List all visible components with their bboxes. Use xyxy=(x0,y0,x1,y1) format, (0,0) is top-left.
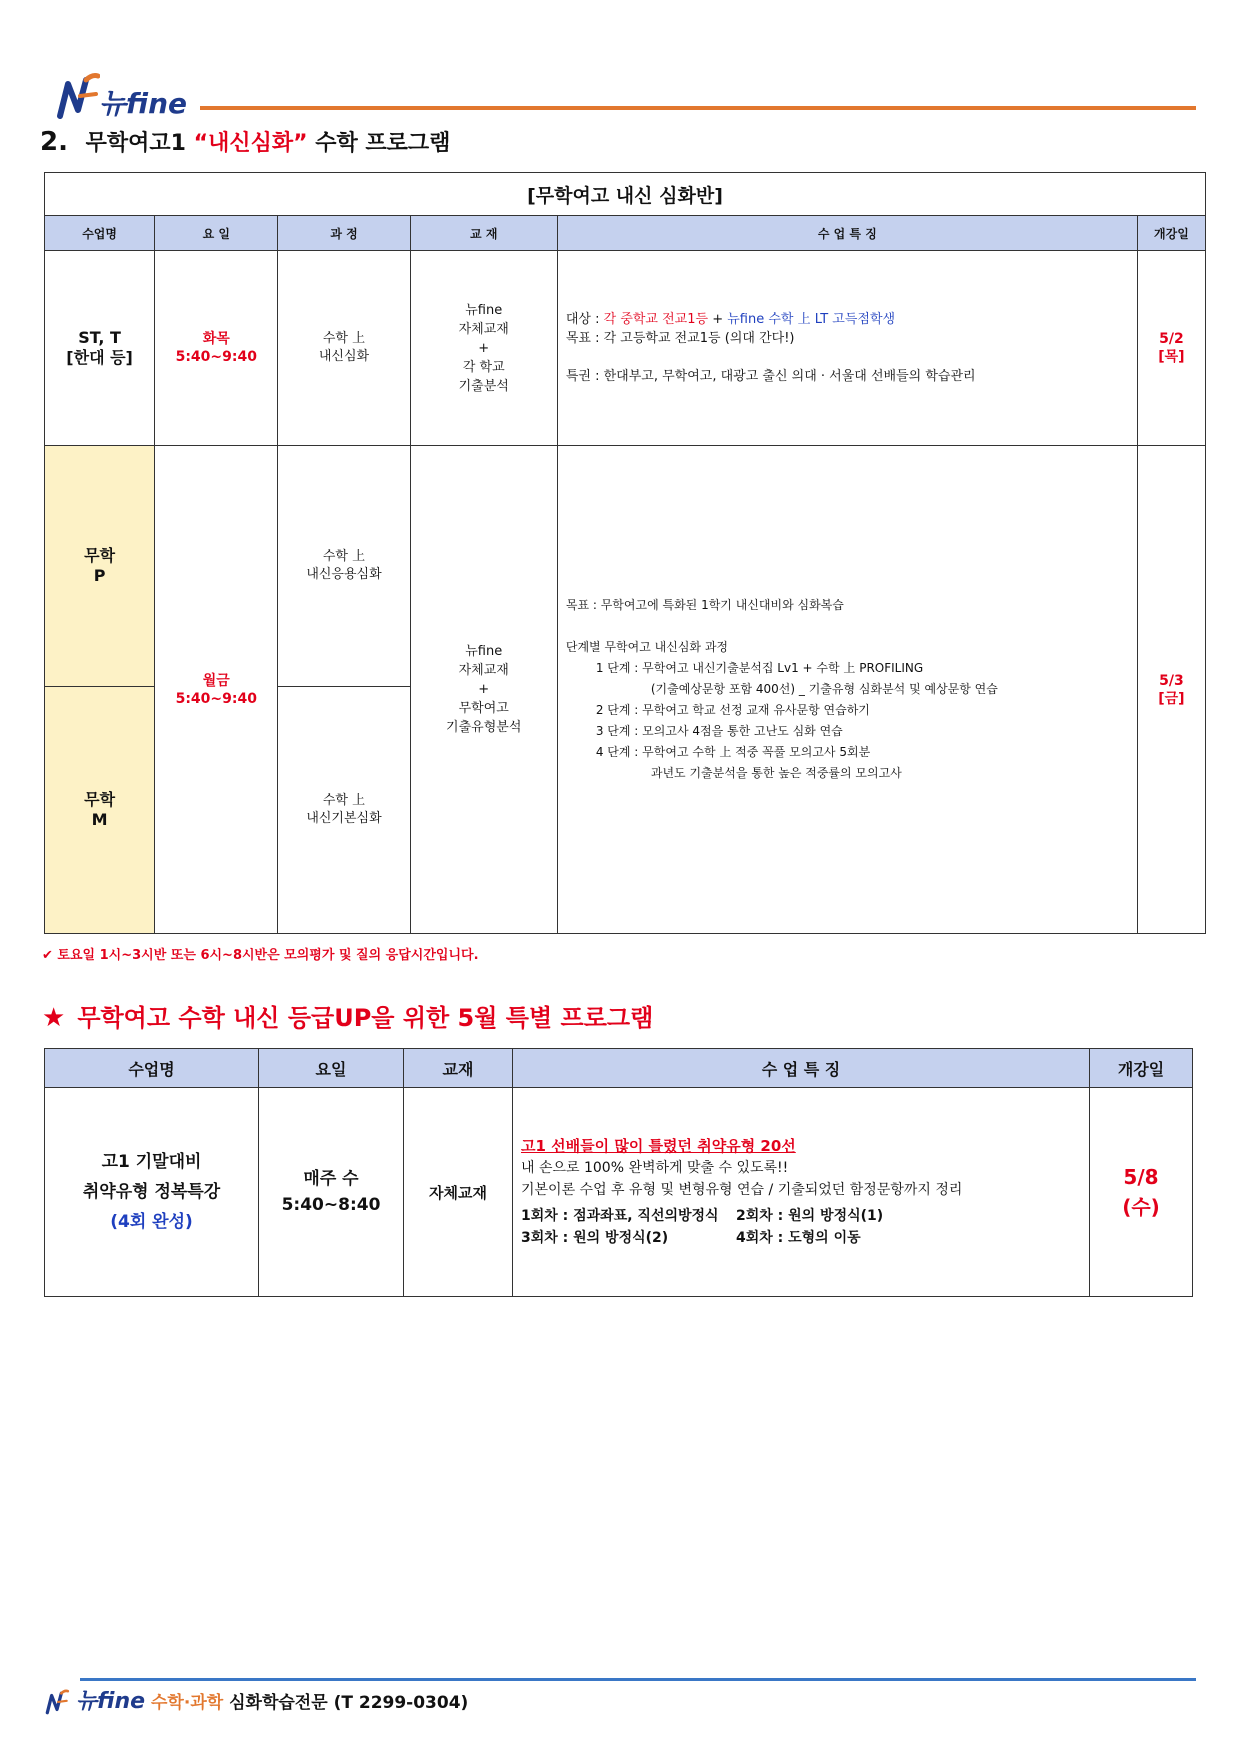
book-line: + xyxy=(478,340,490,356)
class-name: 무학 xyxy=(84,546,116,565)
open-date: 5/2 xyxy=(1159,331,1184,347)
book-line: 기출유형분석 xyxy=(446,720,522,735)
footer-divider xyxy=(80,1678,1196,1681)
open-date-cell xyxy=(1137,446,1205,934)
saturday-note: ✔ 토요일 1시~3시반 또는 6시~8시반은 모의평가 및 질의 응답시간입니다. xyxy=(42,948,479,963)
open-weekday: [목] xyxy=(1158,349,1185,365)
class-name-sub: P xyxy=(93,566,106,585)
day-cell xyxy=(155,446,278,934)
col-header: 수 업 특 징 xyxy=(513,1049,1090,1088)
col-header: 수업명 xyxy=(45,216,155,251)
day: 월금 xyxy=(202,672,230,689)
book-cell xyxy=(410,251,557,446)
course-cell xyxy=(278,446,410,687)
footer xyxy=(44,1684,468,1717)
section-number: 2. xyxy=(40,127,68,157)
feature-plus: + xyxy=(708,312,728,327)
open-weekday: (수) xyxy=(1122,1195,1160,1219)
session-row xyxy=(521,1205,1089,1227)
open-date-cell xyxy=(1137,251,1205,446)
feature-stage: 2 단계 : 무학여고 학교 선정 교재 유사문항 연습하기 xyxy=(595,703,870,717)
table-caption: [무학여고 내신 심화반] xyxy=(45,173,1206,216)
time: 5:40~8:40 xyxy=(281,1195,381,1215)
section-title xyxy=(40,126,450,157)
day-cell xyxy=(155,251,278,446)
book-line: 각 학교 xyxy=(462,359,505,375)
feature-cell xyxy=(513,1088,1090,1297)
special-title-text: 무학여고 수학 내신 등급UP을 위한 5월 특별 프로그램 xyxy=(77,1004,654,1032)
class-name-cell xyxy=(45,251,155,446)
book-line: 자체교재 xyxy=(458,321,509,337)
footer-dot: · xyxy=(183,1693,191,1713)
feature-red: 각 중학교 전교1등 xyxy=(603,312,709,327)
course-sub: 내신기본심화 xyxy=(306,811,382,826)
brand-logo xyxy=(56,72,206,128)
col-header: 수업명 xyxy=(45,1049,259,1088)
feature-title: 고1 선배들이 많이 틀렸던 취약유형 20선 xyxy=(521,1137,796,1155)
feature-label: 대상 : xyxy=(565,312,604,327)
feature-cell xyxy=(557,446,1137,934)
course-cell xyxy=(278,687,410,934)
class-sessions: (4회 완성) xyxy=(110,1212,193,1232)
feature-line: 기본이론 수업 후 유형 및 변형유형 연습 / 기출되었던 함정문항까지 정리 xyxy=(521,1182,963,1198)
table-row xyxy=(45,446,1206,687)
section-title-post: 수학 프로그램 xyxy=(315,131,451,156)
class-name-cell xyxy=(45,446,155,687)
section-title-highlight: “내신심화” xyxy=(193,131,308,156)
class-name-sub: M xyxy=(91,810,108,829)
table-row xyxy=(45,1088,1193,1297)
course-cell xyxy=(278,251,410,446)
course: 수학 上 xyxy=(322,793,366,808)
day: 매주 수 xyxy=(303,1169,359,1189)
star-icon: ★ xyxy=(42,1003,66,1033)
class-name-sub: 취약유형 정복특강 xyxy=(82,1182,221,1202)
course-sub: 내신심화 xyxy=(318,349,370,364)
nf-logo-icon xyxy=(44,1689,70,1717)
feature-line: 내 손으로 100% 완벽하게 맞출 수 있도록!! xyxy=(521,1160,789,1176)
col-header: 개강일 xyxy=(1137,216,1205,251)
feature-blue: 뉴fine 수학 上 LT 고득점학생 xyxy=(727,312,896,327)
footer-logo: 뉴fine xyxy=(75,1689,146,1714)
special-program-table xyxy=(44,1048,1193,1297)
col-header: 교 재 xyxy=(410,216,557,251)
book-cell xyxy=(410,446,557,934)
time: 5:40~9:40 xyxy=(175,349,257,365)
feature-target xyxy=(566,310,1137,329)
col-header: 요일 xyxy=(259,1049,404,1088)
header-divider xyxy=(200,106,1196,110)
day: 화목 xyxy=(202,331,230,347)
open-date-cell xyxy=(1090,1088,1193,1297)
session-item: 2회차 : 원의 방정식(1) xyxy=(736,1208,884,1224)
feature-stage: 1 단계 : 무학여고 내신기출분석집 Lv1 + 수학 上 PROFILING xyxy=(595,661,924,675)
feature-stage-detail: 과년도 기출분석을 통한 높은 적중률의 모의고사 xyxy=(650,766,902,780)
footer-subject: 과학 xyxy=(190,1693,224,1713)
book-line: 무학여고 xyxy=(458,701,509,716)
session-item: 1회차 : 점과좌표, 직선의방정식 xyxy=(521,1208,719,1224)
logo-text: 뉴fine xyxy=(99,87,188,120)
class-name-cell xyxy=(45,1088,259,1297)
book-line: 뉴fine xyxy=(465,644,503,659)
book-cell: 자체교재 xyxy=(404,1088,513,1297)
open-weekday: [금] xyxy=(1158,690,1185,707)
class-name: 고1 기말대비 xyxy=(101,1152,202,1172)
table-header-row xyxy=(45,216,1206,251)
feature-stage-detail: (기출예상문항 포함 400선) _ 기출유형 심화분석 및 예상문항 연습 xyxy=(650,682,998,696)
time: 5:40~9:40 xyxy=(175,690,257,707)
col-header: 수 업 특 징 xyxy=(557,216,1137,251)
book-line: + xyxy=(478,682,490,697)
session-item: 3회차 : 원의 방정식(2) xyxy=(521,1230,669,1246)
course-sub: 내신응용심화 xyxy=(306,567,382,582)
class-name: 무학 xyxy=(84,790,116,809)
section-title-pre: 무학여고1 xyxy=(85,131,186,156)
table-header-row xyxy=(45,1049,1193,1088)
feature-stage-title: 단계별 무학여고 내신심화 과정 xyxy=(565,640,728,654)
session-item: 4회차 : 도형의 이동 xyxy=(736,1230,861,1246)
feature-goal: 목표 : 무학여고에 특화된 1학기 내신대비와 심화복습 xyxy=(565,598,844,612)
day-cell xyxy=(259,1088,404,1297)
session-row xyxy=(521,1227,1089,1249)
col-header: 개강일 xyxy=(1090,1049,1193,1088)
feature-cell xyxy=(557,251,1137,446)
footer-phone: (T 2299-0304) xyxy=(333,1693,469,1713)
book-line: 뉴fine xyxy=(465,302,503,318)
class-name-sub: [한대 등] xyxy=(66,348,133,367)
book-line: 자체교재 xyxy=(458,663,509,678)
feature-goal: 목표 : 각 고등학교 전교1등 (의대 간다!) xyxy=(565,331,795,346)
open-date: 5/3 xyxy=(1159,672,1184,689)
course: 수학 上 xyxy=(322,549,366,564)
feature-stage: 3 단계 : 모의고사 4점을 통한 고난도 심화 연습 xyxy=(595,724,843,738)
footer-subject: 수학 xyxy=(151,1693,184,1713)
col-header: 요 일 xyxy=(155,216,278,251)
feature-perk: 특권 : 한대부고, 무학여고, 대광고 출신 의대 · 서울대 선배들의 학습관리 xyxy=(565,369,976,384)
program-table xyxy=(44,172,1206,934)
feature-stage: 4 단계 : 무학여고 수학 上 적중 꼭풀 모의고사 5회분 xyxy=(595,745,871,759)
nf-logo-icon xyxy=(56,72,100,124)
special-program-title xyxy=(42,998,653,1033)
col-header: 과 정 xyxy=(278,216,410,251)
footer-tagline: 심화학습전문 xyxy=(229,1693,328,1713)
col-header: 교재 xyxy=(404,1049,513,1088)
open-date: 5/8 xyxy=(1123,1165,1159,1189)
class-name-cell xyxy=(45,687,155,934)
table-row xyxy=(45,251,1206,446)
book-line: 기출분석 xyxy=(458,378,509,394)
course: 수학 上 xyxy=(322,331,366,346)
class-name: ST, T xyxy=(78,328,121,347)
